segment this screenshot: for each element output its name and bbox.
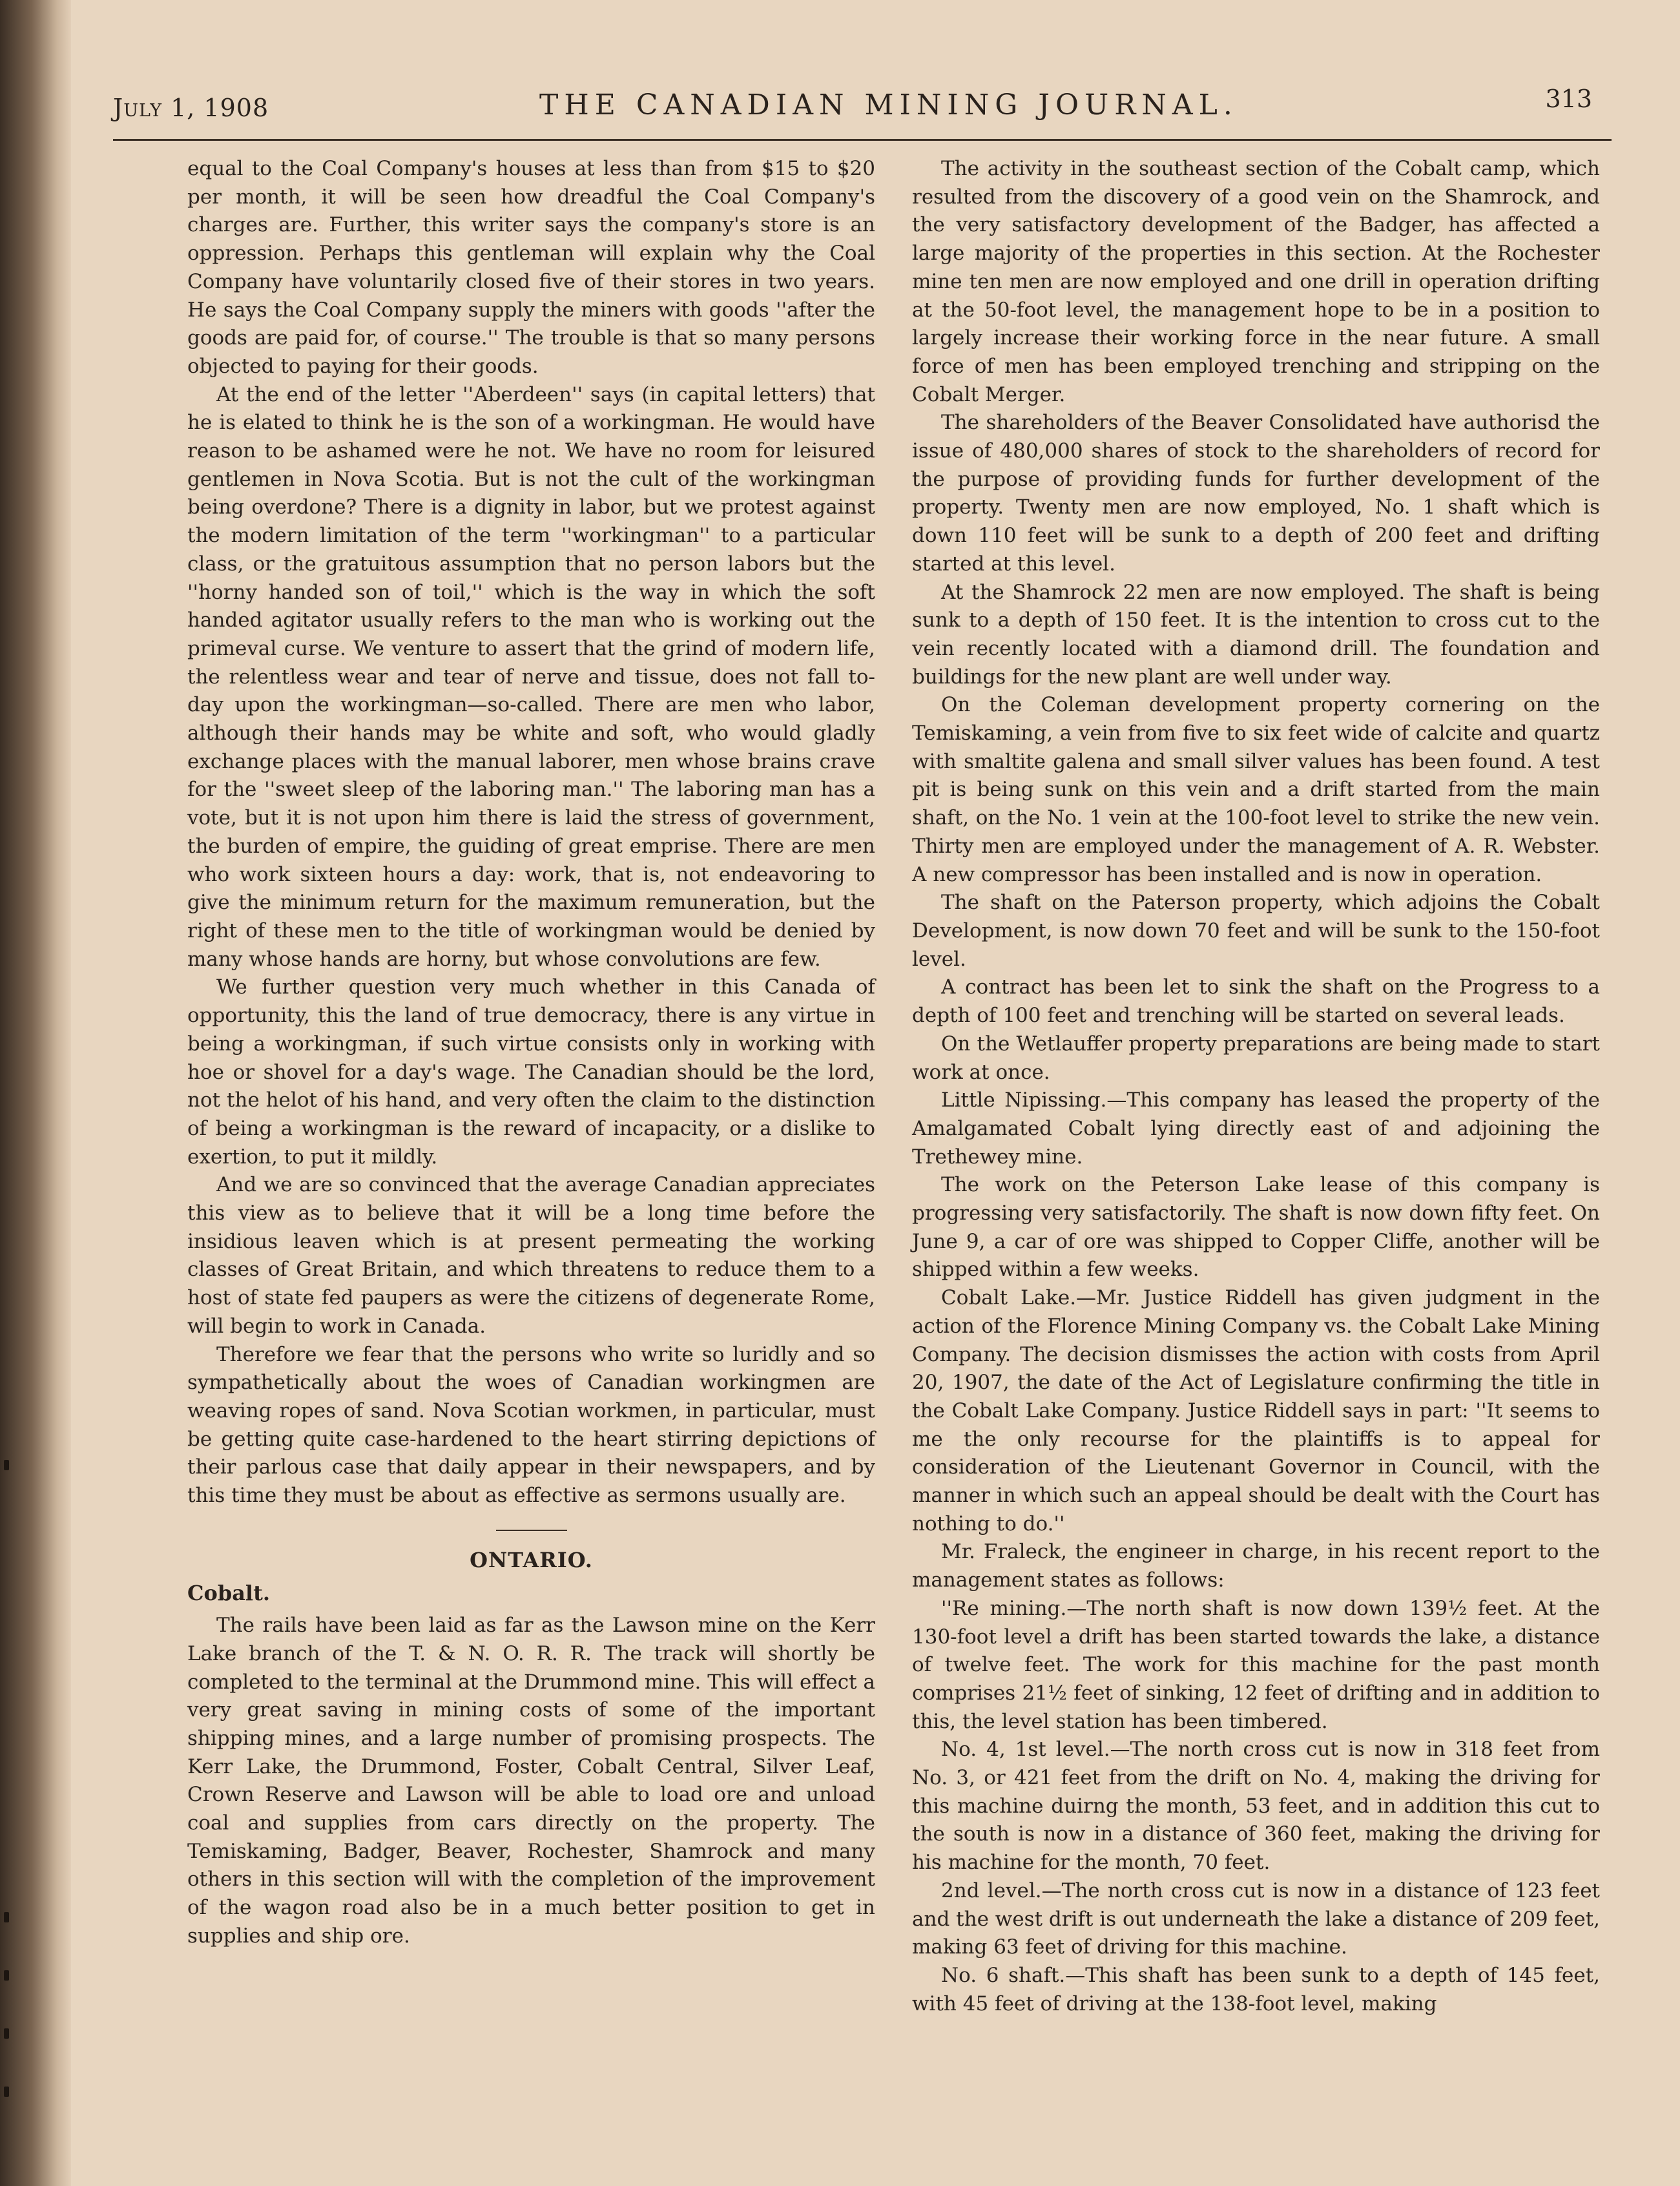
paragraph: ''Re mining.—The north shaft is now down 139½ feet. At the 130-foot level a drift has been started towards the lake, a distance of twelve feet. The work for this machine for the past month comprises 21½ feet of sinking, 12 feet of drifting and in addition to this, the level station has been timbered.: [912, 1596, 1600, 1733]
paragraph: And we are so convinced that the average Canadian appreciates this view as to believe that it will be a long time before the insidious leaven which is at present permeating the working classes of Great Britain, and which threatens to reduce them to a host of state fed paupers as were the citizens of degenerate Rome, will begin to work in Canada.: [187, 1173, 875, 1338]
paragraph: No. 4, 1st level.—The north cross cut is now in 318 feet from No. 3, or 421 feet from the drift on No. 4, making the driving for this machine duirng the month, 53 feet, and in addition this cut to the south is now in a distance of 360 feet, making the driving for his machine for the month, 70 feet.: [912, 1738, 1600, 1875]
paragraph: Mr. Fraleck, the engineer in charge, in his recent report to the management states as follows:: [912, 1540, 1600, 1592]
left-column: [187, 155, 875, 1951]
paragraph: 2nd level.—The north cross cut is now in a distance of 123 feet and the west drift is out underneath the lake a distance of 209 feet, making 63 feet of driving for this machine.: [912, 1879, 1600, 1959]
margin-mark: [4, 1460, 9, 1470]
paragraph: The work on the Peterson Lake lease of this company is progressing very satisfactorily. The shaft is now down fifty feet. On June 9, a car of ore was shipped to Copper Cliffe, another will be shipped within a few weeks.: [912, 1173, 1600, 1282]
paragraph: equal to the Coal Company's houses at less than from $15 to $20 per month, it will be seen how dreadful the Coal Company's charges are. Further, this writer says the company's store is an oppression. Perhaps this gentleman will explain why the Coal Company have voluntarily closed five of their stores in two years. He says the Coal Company supply the miners with goods ''after the goods are paid for, of course.'' The trouble is that so many persons objected to paying for their goods.: [187, 157, 875, 378]
section-heading: ONTARIO.: [470, 1547, 593, 1572]
paragraph: The activity in the southeast section of the Cobalt camp, which resulted from the discovery of a good vein on the Shamrock, and the very satisfactory development of the Badger, has affected a large majority of the properties in this section. At the Rochester mine ten men are now employed and one drill in operation drifting at the 50-foot level, the management hope to be in a position to largely increase their working force in the near future. A small force of men has been employed trenching and stripping on the Cobalt Merger.: [912, 157, 1600, 406]
margin-mark: [4, 2028, 9, 2039]
page-header: [113, 81, 1612, 139]
journal-title: THE CANADIAN MINING JOURNAL.: [539, 88, 1238, 121]
right-column: [912, 155, 1600, 2018]
margin-marks: [0, 0, 13, 2186]
subsection-heading: Cobalt.: [187, 1581, 270, 1606]
paragraph: No. 6 shaft.—This shaft has been sunk to a depth of 145 feet, with 45 feet of driving at the 138-foot level, making: [912, 1964, 1600, 2015]
page-number: 313: [1545, 85, 1592, 113]
paragraph: The rails have been laid as far as the Lawson mine on the Kerr Lake branch of the T. & N. O. R. R. The track will shortly be completed to the terminal at the Drummond mine. This will effect a very great saving in mining costs of some of the important shipping mines, and a large number of promising prospects. The Kerr Lake, the Drummond, Foster, Cobalt Central, Silver Leaf, Crown Reserve and Lawson will be able to load ore and unload coal and supplies from cars directly on the property. The Temiskaming, Badger, Beaver, Rochester, Shamrock and many others in this section will with the completion of the improvement of the wagon road also be in a much better position to get in supplies and ship ore.: [187, 1614, 875, 1948]
header-rule: [113, 139, 1612, 141]
paragraph: A contract has been let to sink the shaft on the Progress to a depth of 100 feet and trenching will be started on several leads.: [912, 975, 1600, 1028]
paragraph: We further question very much whether in this Canada of opportunity, this the land of true democracy, there is any virtue in being a workingman, if such virtue consists only in working with hoe or shovel for a day's wage. The Canadian should be the lord, not the helot of his hand, and very often the claim to the distinction of being a workingman is the reward of incapacity, or a dislike to exertion, to put it mildly.: [187, 975, 875, 1169]
paragraph: On the Wetlauffer property preparations are being made to start work at once.: [912, 1032, 1600, 1084]
paragraph: The shaft on the Paterson property, which adjoins the Cobalt Development, is now down 70 feet and will be sunk to the 150-foot level.: [912, 891, 1600, 971]
margin-mark: [4, 1970, 9, 1981]
paragraph: The shareholders of the Beaver Consolidated have authorisd the issue of 480,000 shares of stock to the shareholders of record for the purpose of providing funds for further development of the property. Twenty men are now employed, No. 1 shaft which is down 110 feet will be sunk to a depth of 200 feet and drifting started at this level.: [912, 411, 1600, 576]
paragraph: On the Coleman development property cornering on the Temiskaming, a vein from five to six feet wide of calcite and quartz with smaltite galena and small silver values has been found. A test pit is being sunk on this vein and a drift started from the main shaft, on the No. 1 vein at the 100-foot level to strike the new vein. Thirty men are employed under the management of A. R. Webster. A new compressor has been installed and is now in operation.: [912, 693, 1600, 886]
paragraph: Therefore we fear that the persons who write so luridly and so sympathetically about the woes of Canadian workingmen are weaving ropes of sand. Nova Scotian workmen, in particular, must be getting quite case-hardened to the heart stirring depictions of their parlous case that daily appear in their newspapers, and by this time they must be about as effective as sermons usually are.: [187, 1342, 875, 1508]
paragraph: Cobalt Lake.—Mr. Justice Riddell has given judgment in the action of the Florence Mining Company vs. the Cobalt Lake Mining Company. The decision dismisses the action with costs from April 20, 1907, the date of the Act of Legislature confirming the title in the Cobalt Lake Company. Justice Riddell says in part: ''It seems to me the only recourse for the plaintiffs is to appeal for consideration of the Lieutenant Governor in Council, with the manner in which such an appeal should be dealt with the Court has nothing to do.'': [912, 1286, 1600, 1535]
margin-mark: [4, 1912, 9, 1922]
paragraph: At the end of the letter ''Aberdeen'' says (in capital letters) that he is elated to think he is the son of a workingman. He would have reason to be ashamed were he not. We have no room for leisured gentlemen in Nova Scotia. But is not the cult of the workingman being overdone? There is a dignity in labor, but we protest against the modern limitation of the term ''workingman'' to a particular class, or the gratuitous assumption that no person labors but the ''horny handed son of toil,'' which is the way in which the soft handed agitator usually refers to the man who is working out the primeval curse. We venture to assert that the grind of modern life, the relentless wear and tear of nerve and tissue, does not fall to-day upon the workingman—so-called. There are men who labor, although their hands may be white and soft, who would gladly exchange places with the manual laborer, men whose brains crave for the ''sweet sleep of the laboring man.'' The laboring man has a vote, but it is not upon him there is laid the stress of government, the burden of empire, the guiding of great emprise. There are men who work sixteen hours a day: work, that is, not endeavoring to give the minimum return for the maximum remuneration, but the right of these men to the title of workingman would be denied by many whose hands are horny, but whose convolutions are few.: [187, 382, 875, 971]
paragraph: Little Nipissing.—This company has leased the property of the Amalgamated Cobalt lying directly east of and adjoining the Trethewey mine.: [912, 1088, 1600, 1169]
paragraph: At the Shamrock 22 men are now employed. The shaft is being sunk to a depth of 150 feet. It is the intention to cross cut to the vein recently located with a diamond drill. The foundation and buildings for the new plant are well under way.: [912, 580, 1600, 689]
margin-mark: [4, 2087, 9, 2097]
issue-date: July 1, 1908: [113, 94, 269, 122]
section-divider: [496, 1530, 567, 1531]
